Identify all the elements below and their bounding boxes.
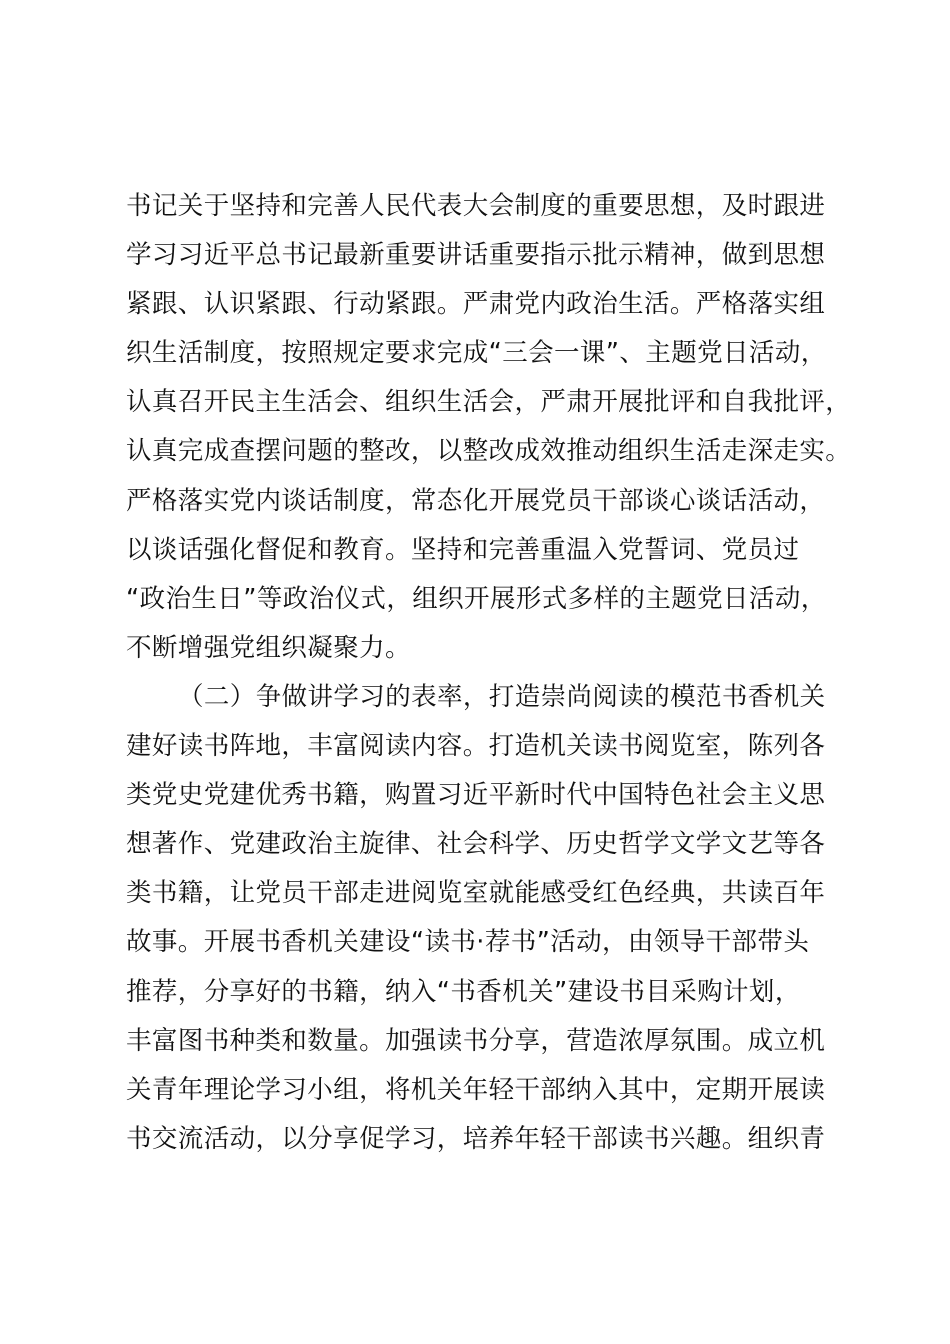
text-line: 书交流活动，以分享促学习，培养年轻干部读书兴趣。组织青 [126, 1123, 826, 1154]
text-line: 类书籍，让党员干部走进阅览室就能感受红色经典，共读百年 [126, 878, 826, 909]
text-line: “政治生日”等政治仪式，组织开展形式多样的主题党日活动， [126, 583, 827, 614]
text-line: 认真召开民主生活会、组织生活会，严肃开展批评和自我批评， [126, 387, 852, 418]
text-line: 紧跟、认识紧跟、行动紧跟。严肃党内政治生活。严格落实组 [126, 289, 826, 320]
text-line: 丰富图书种类和数量。加强读书分享，营造浓厚氛围。成立机 [126, 1025, 826, 1056]
body-text [126, 182, 856, 1164]
text-line: 认真完成查摆问题的整改，以整改成效推动组织生活走深走实。 [126, 436, 852, 467]
text-line: 关青年理论学习小组，将机关年轻干部纳入其中，定期开展读 [126, 1074, 826, 1105]
text-line: 严格落实党内谈话制度，常态化开展党员干部谈心谈话活动， [126, 485, 826, 516]
text-line: 故事。开展书香机关建设“读书·荐书”活动，由领导干部带头 [126, 927, 810, 958]
section-heading: （二）争做讲学习的表率，打造崇尚阅读的模范书香机关 [178, 681, 826, 712]
text-line: 以谈话强化督促和教育。坚持和完善重温入党誓词、党员过 [126, 534, 800, 565]
text-line: 类党史党建优秀书籍，购置习近平新时代中国特色社会主义思 [126, 780, 826, 811]
text-line: 推荐，分享好的书籍，纳入“书香机关”建设书目采购计划， [126, 976, 801, 1007]
text-line: 想著作、党建政治主旋律、社会科学、历史哲学文学文艺等各 [126, 829, 826, 860]
text-line: 建好读书阵地，丰富阅读内容。打造机关读书阅览室，陈列各 [126, 731, 826, 762]
text-line: 书记关于坚持和完善人民代表大会制度的重要思想，及时跟进 [126, 191, 826, 221]
text-line: 不断增强党组织凝聚力。 [126, 632, 411, 663]
text-line: 织生活制度，按照规定要求完成“三会一课”、主题党日活动， [126, 338, 827, 369]
text-line: 学习习近平总书记最新重要讲话重要指示批示精神，做到思想 [126, 240, 826, 271]
